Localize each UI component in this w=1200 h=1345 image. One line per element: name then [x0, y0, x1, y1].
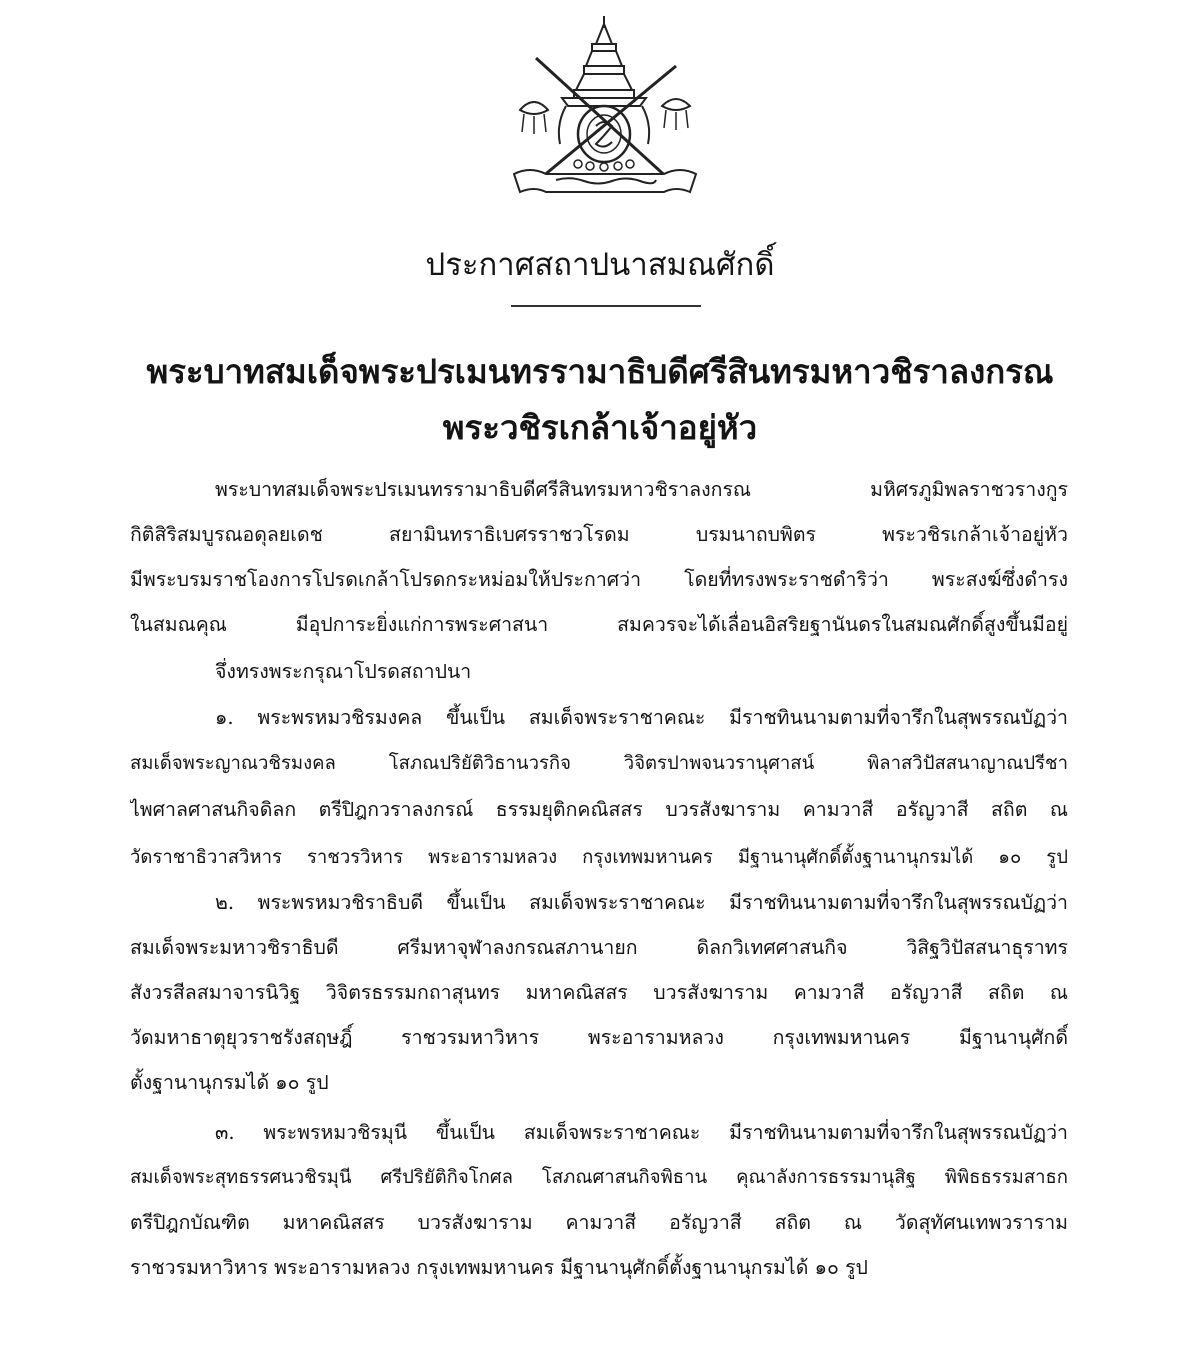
item-1-line: ๑. พระพรหมวชิรมงคล ขึ้นเป็น สมเด็จพระราชาคณะ มีราชทินนามตามที่จารึกในสุพรรณบัฏว่า: [215, 706, 1068, 729]
item-3-line: ตรีปิฎกบัณฑิต มหาคณิสสร บวรสังฆาราม คามวาสี อรัญวาสี สถิต ณ วัดสุทัศนเทพวราราม: [130, 1211, 1068, 1234]
royal-cypher-emblem-icon: [500, 14, 710, 206]
king-name-line-2: พระวชิรเกล้าเจ้าอยู่หัว: [442, 408, 758, 447]
item-3-line: ราชวรมหาวิหาร พระอารามหลวง กรุงเทพมหานคร มีฐานานุศักดิ์ตั้งฐานานุกรมได้ ๑๐ รูป: [130, 1256, 868, 1279]
item-2-line: ตั้งฐานานุกรมได้ ๑๐ รูป: [130, 1071, 329, 1094]
king-name-line-1: พระบาทสมเด็จพระปรเมนทรรามาธิบดีศรีสินทรมหาวชิราลงกรณ: [146, 352, 1054, 391]
body-line: ในสมณคุณ มีอุปการะยิ่งแก่การพระศาสนา สมควรจะได้เลื่อนอิสริยฐานันดรในสมณศักดิ์สูงขึ้นมีอยู่: [130, 613, 1068, 636]
body-line: จึ่งทรงพระกรุณาโปรดสถาปนา: [215, 660, 472, 683]
body-line: มีพระบรมราชโองการโปรดเกล้าโปรดกระหม่อมให้ประกาศว่า โดยที่ทรงพระราชดำริว่า พระสงฆ์ซึ่งดำรง: [130, 568, 1068, 591]
item-1-line: ไพศาลศาสนกิจดิลก ตรีปิฎกวราลงกรณ์ ธรรมยุติกคณิสสร บวรสังฆาราม คามวาสี อรัญวาสี สถิต ณ: [130, 798, 1068, 821]
item-2-line: สมเด็จพระมหาวชิราธิบดี ศรีมหาจุฬาลงกรณสภานายก ดิลกวิเทศศาสนกิจ วิสิฐวิปัสสนาธุราทร: [130, 936, 1068, 959]
item-3-line: สมเด็จพระสุทธรรศนวชิรมุนี ศรีปริยัติกิจโกศล โสภณศาสนกิจพิธาน คุณาลังการธรรมานุสิฐ พิพิธธรรมสาธก: [130, 1167, 1068, 1188]
body-line: กิติสิริสมบูรณอดุลยเดช สยามินทราธิเบศรราชวโรดม บรมนาถบพิตร พระวชิรเกล้าเจ้าอยู่หัว: [130, 523, 1068, 546]
body-line: พระบาทสมเด็จพระปรเมนทรรามาธิบดีศรีสินทรมหาวชิราลงกรณ มหิศรภูมิพลราชวรางกูร: [215, 478, 1068, 501]
item-1-line: วัดราชาธิวาสวิหาร ราชวรวิหาร พระอารามหลวง กรุงเทพมหานคร มีฐานานุศักดิ์ตั้งฐานานุกรมได้ ๑๐ รูป: [130, 847, 1068, 868]
item-2-line: ๒. พระพรหมวชิราธิบดี ขึ้นเป็น สมเด็จพระราชาคณะ มีราชทินนามตามที่จารึกในสุพรรณบัฏว่า: [215, 891, 1068, 914]
item-2-line: สังวรสีลสมาจารนิวิฐ วิจิตรธรรมกถาสุนทร มหาคณิสสร บวรสังฆาราม คามวาสี อรัญวาสี สถิต ณ: [130, 981, 1068, 1004]
announcement-title: ประกาศสถาปนาสมณศักดิ์: [425, 247, 775, 283]
title-divider: [511, 305, 701, 307]
item-2-line: วัดมหาธาตุยุวราชรังสฤษฎิ์ ราชวรมหาวิหาร พระอารามหลวง กรุงเทพมหานคร มีฐานานุศักดิ์: [130, 1026, 1068, 1049]
item-1-line: สมเด็จพระญาณวชิรมงคล โสภณปริยัติวิธานวรกิจ วิจิตรปาพจนวรานุศาสน์ พิลาสวิปัสสนาญาณปรีชา: [130, 753, 1068, 774]
item-3-line: ๓. พระพรหมวชิรมุนี ขึ้นเป็น สมเด็จพระราชาคณะ มีราชทินนามตามที่จารึกในสุพรรณบัฏว่า: [215, 1121, 1068, 1144]
